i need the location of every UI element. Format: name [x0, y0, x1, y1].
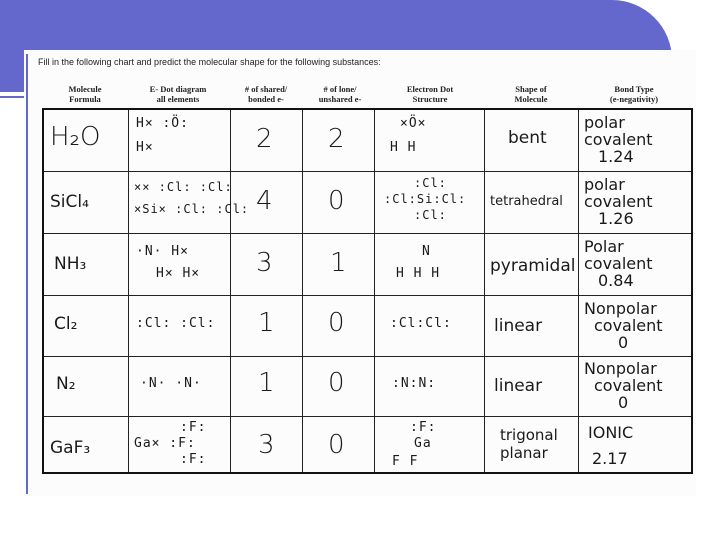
bond-type-label: Polar	[584, 237, 624, 256]
table-row-formula: Cl₂	[54, 314, 78, 334]
shared-electrons-value: 2	[256, 124, 273, 154]
dot-diagram-line: :F:	[180, 420, 207, 435]
lone-electrons-value: 0	[328, 308, 345, 338]
electron-dot-structure: :Cl:	[414, 176, 447, 190]
dot-diagram-line: ·N· H×	[136, 244, 189, 259]
slide-accent-bar	[26, 54, 28, 494]
shared-electrons-value: 4	[256, 186, 273, 216]
column-header-structure: Electron Dot Structure	[406, 84, 454, 104]
dot-diagram-line: Ga× :F:	[134, 436, 196, 451]
dot-diagram-line: :F:	[180, 452, 207, 467]
electron-dot-structure: F F	[392, 454, 419, 469]
column-header-dot-diagram: E- Dot diagram all elements	[149, 84, 207, 104]
molecule-shape: pyramidal	[490, 256, 576, 276]
dot-diagram-line: ·N· ·N·	[140, 376, 202, 391]
shared-electrons-value: 3	[256, 248, 273, 278]
bond-type-label: covalent	[584, 130, 653, 149]
shared-electrons-value: 3	[258, 430, 275, 460]
bond-type-label: covalent	[584, 254, 653, 273]
lone-electrons-value: 0	[328, 186, 345, 216]
molecule-shape: bent	[508, 128, 547, 148]
electron-dot-structure: :Cl:	[414, 208, 447, 222]
lone-electrons-value: 0	[328, 430, 345, 460]
electron-dot-structure: :Cl:Si:Cl:	[384, 192, 467, 206]
bond-type-label: polar	[584, 113, 625, 132]
molecule-shape: tetrahedral	[490, 194, 563, 209]
worksheet-scan	[24, 50, 696, 496]
bond-type-label: Nonpolar	[584, 359, 657, 378]
column-header-formula: Molecule Formula	[68, 84, 102, 104]
column-header-shape: Shape of Molecule	[514, 84, 548, 104]
electron-dot-structure: :F:	[410, 420, 437, 435]
bond-type-label: covalent	[594, 316, 663, 335]
dot-diagram-line: ×Si× :Cl: :Cl:	[134, 202, 250, 216]
table-row-formula: N₂	[56, 374, 76, 394]
bond-type-label: IONIC	[588, 423, 634, 442]
dot-diagram-line: H× H×	[156, 266, 201, 281]
electron-dot-structure: :Cl:Cl:	[390, 316, 452, 331]
electron-dot-structure: Ga	[414, 436, 432, 451]
table-row-formula: GaF₃	[50, 438, 91, 458]
electronegativity-value: 0	[618, 333, 629, 352]
shared-electrons-value: 1	[258, 368, 275, 398]
bond-type-label: covalent	[594, 376, 663, 395]
column-header-shared: # of shared/ bonded e-	[244, 84, 288, 104]
table-row-formula: NH₃	[54, 254, 87, 274]
table-row-formula: H₂O	[50, 122, 101, 152]
column-header-bond-type: Bond Type (e-negativity)	[609, 84, 659, 104]
dot-diagram-line: :Cl: :Cl:	[136, 316, 216, 331]
electronegativity-value: 1.26	[598, 209, 634, 228]
bond-type-label: covalent	[584, 192, 653, 211]
column-header-lone: # of lone/ unshared e-	[318, 84, 362, 104]
dot-diagram-line: H× :Ö:	[136, 116, 189, 131]
electron-dot-structure: H H H	[396, 266, 441, 281]
electron-dot-structure: ×Ö×	[400, 116, 427, 131]
shared-electrons-value: 1	[258, 308, 275, 338]
electronegativity-value: 0.84	[598, 271, 634, 290]
bond-type-label: Nonpolar	[584, 299, 657, 318]
molecule-shape: trigonal planar	[500, 426, 558, 462]
lone-electrons-value: 2	[328, 124, 345, 154]
electron-dot-structure: N	[422, 244, 431, 259]
lone-electrons-value: 1	[330, 248, 347, 278]
molecule-table	[42, 108, 693, 474]
electronegativity-value: 2.17	[592, 449, 628, 468]
dot-diagram-line: ×× :Cl: :Cl:	[134, 180, 233, 194]
electronegativity-value: 0	[618, 393, 629, 412]
electron-dot-structure: :N:N:	[392, 376, 437, 391]
worksheet-instructions: Fill in the following chart and predict the molecular shape for the following substances:	[38, 57, 381, 67]
molecule-shape: linear	[494, 316, 543, 336]
electronegativity-value: 1.24	[598, 147, 634, 166]
table-row-formula: SiCl₄	[50, 192, 89, 212]
electron-dot-structure: H H	[390, 140, 417, 155]
molecule-shape: linear	[494, 376, 543, 396]
bond-type-label: polar	[584, 175, 625, 194]
dot-diagram-line: H×	[136, 140, 154, 155]
lone-electrons-value: 0	[328, 368, 345, 398]
